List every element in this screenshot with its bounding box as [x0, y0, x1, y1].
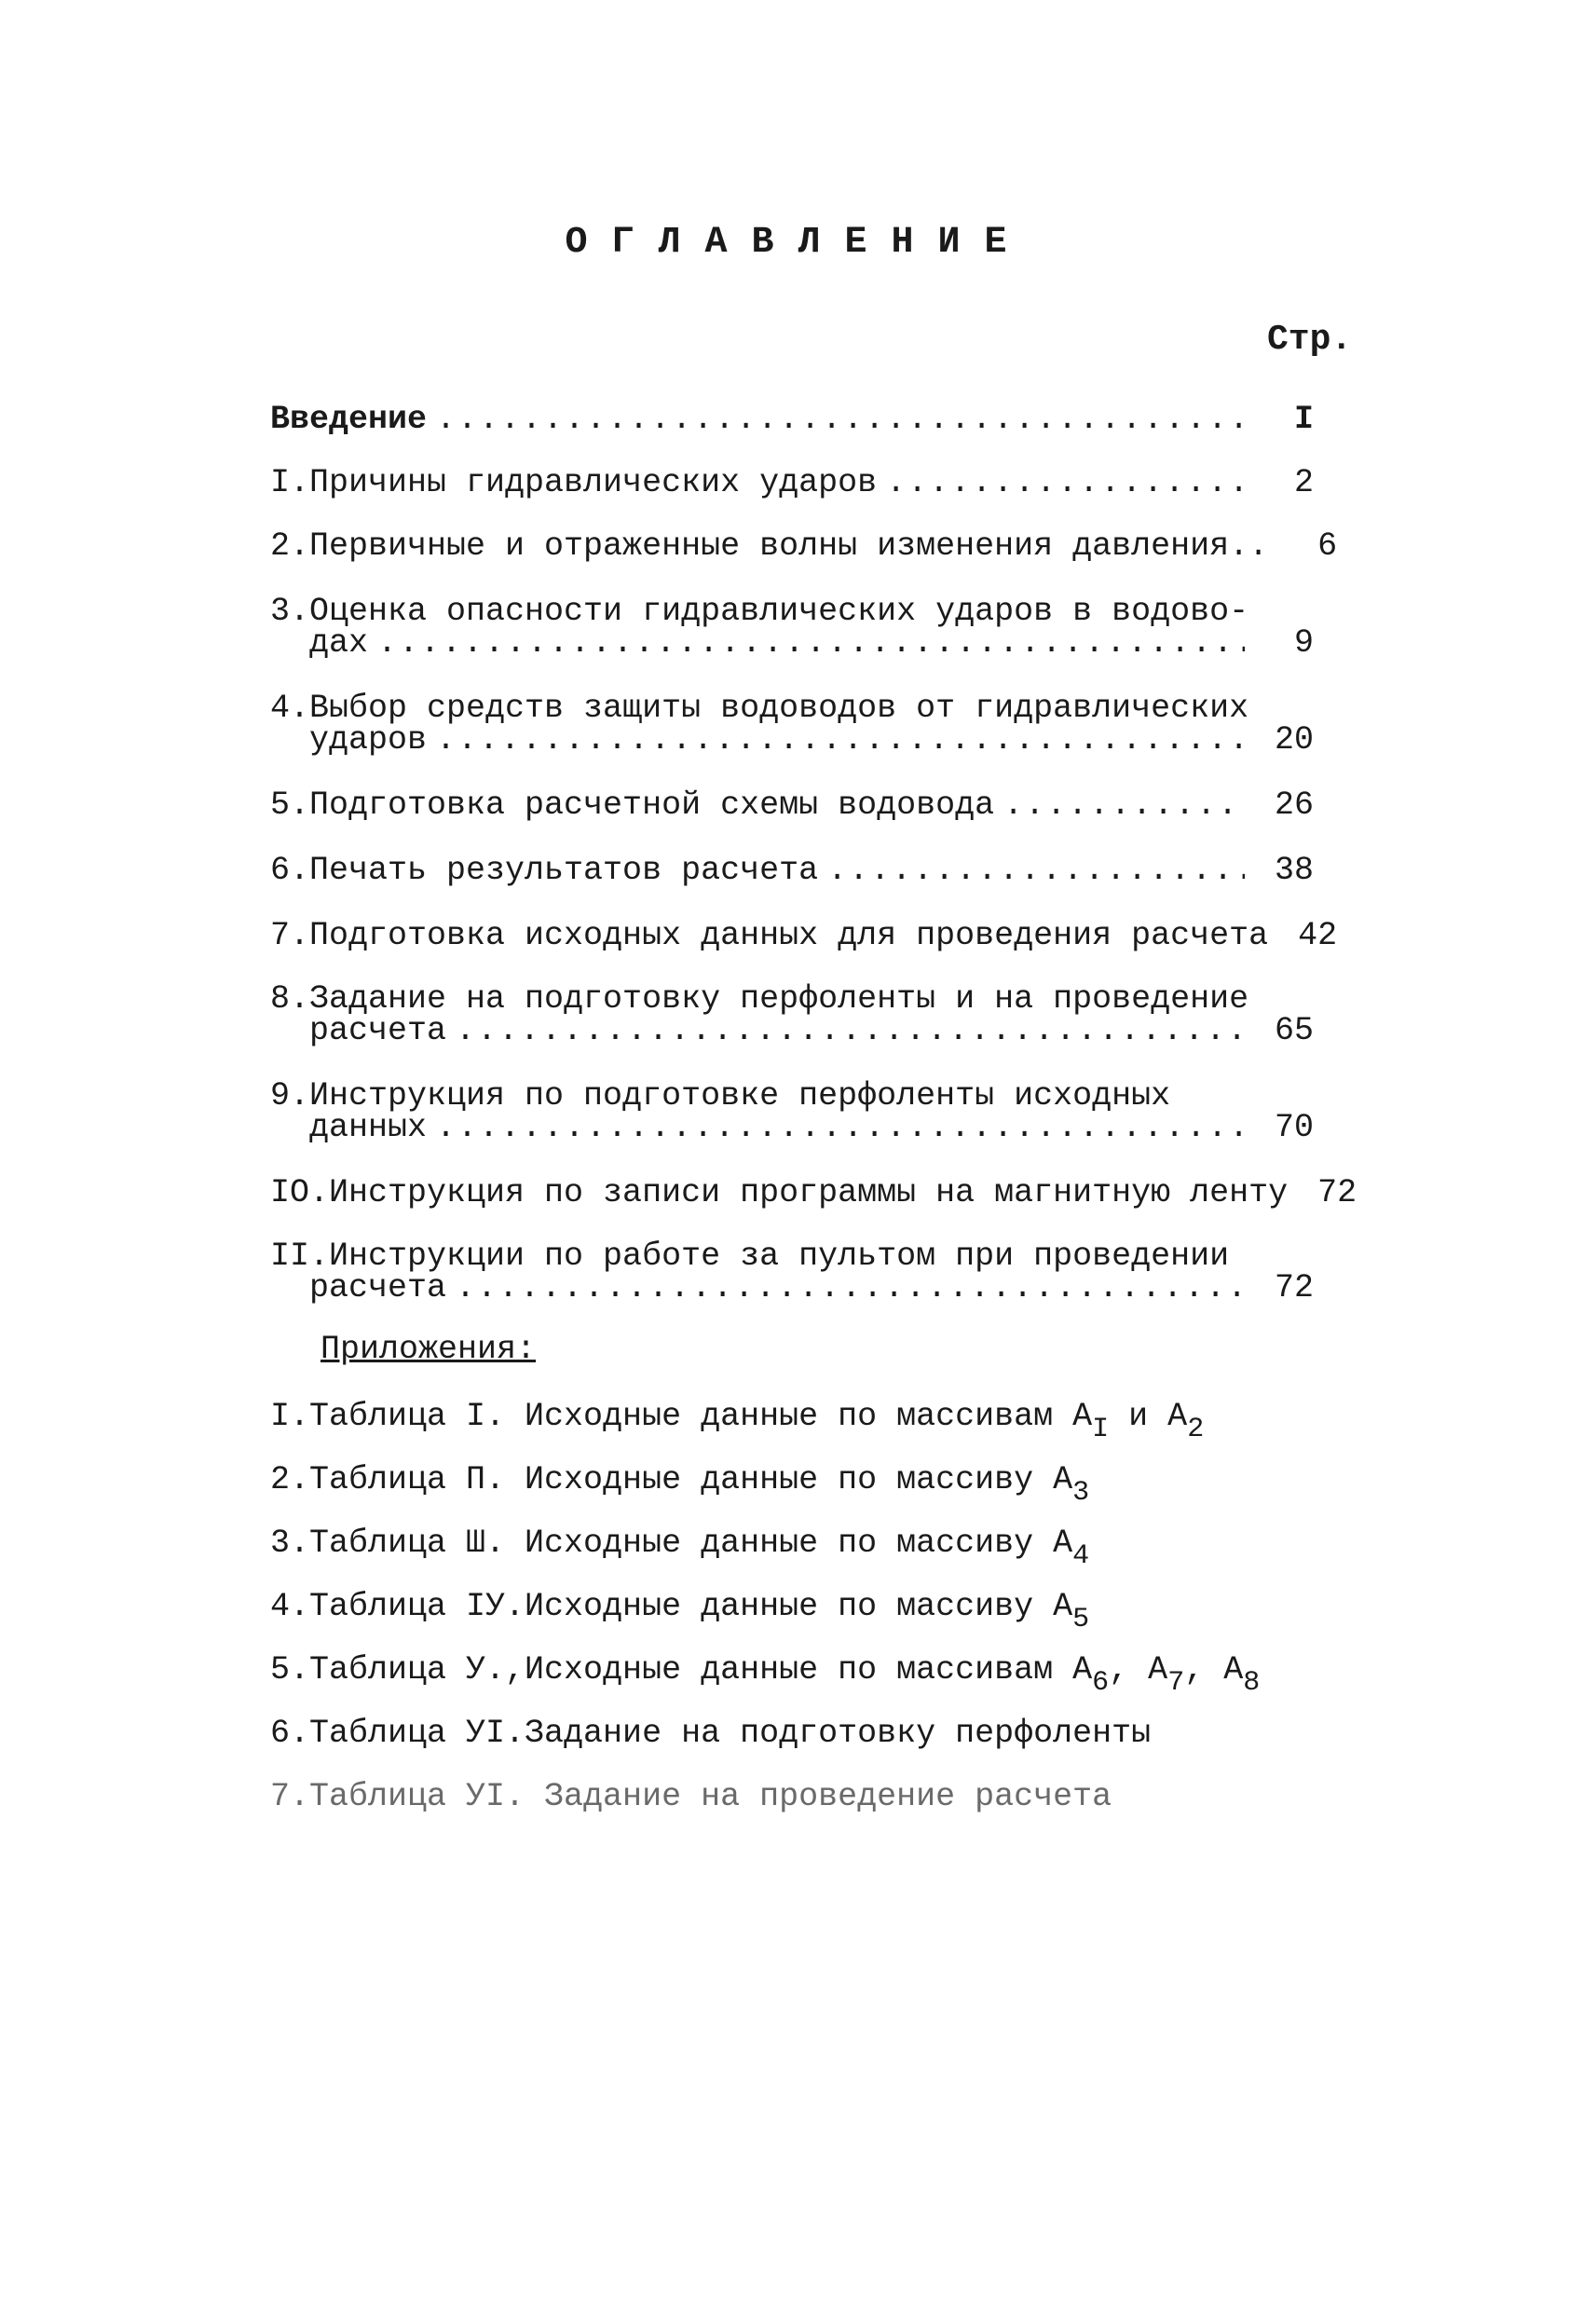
toc-entry: [270, 917, 1338, 954]
toc-entry-title: 2.Первичные и отраженные волны изменения давления..: [270, 527, 1269, 565]
appendix-item: [270, 1651, 1260, 1699]
toc-entry-title-cont: данных: [309, 1109, 428, 1146]
appendix-item-text: , А: [1109, 1651, 1168, 1689]
toc-entry: [270, 852, 1314, 889]
toc-entry: [270, 527, 1338, 565]
toc-entry: [270, 786, 1314, 824]
appendix-item-text: 4.Таблица IУ.Исходные данные по массиву А: [270, 1588, 1073, 1625]
toc-entry-title: Введение: [270, 401, 428, 438]
toc-entry-page: I: [1293, 401, 1314, 438]
appendix-item-text: и А: [1109, 1398, 1188, 1435]
toc-entry: [270, 464, 1314, 501]
appendix-item-text: 2.Таблица П. Исходные данные по массиву А: [270, 1461, 1073, 1498]
subscript: 5: [1072, 1604, 1090, 1635]
toc-entry-page: 2: [1293, 464, 1314, 501]
subscript: 4: [1072, 1540, 1090, 1572]
toc-entry-title-cont: дах: [309, 624, 369, 662]
toc-entry-title: II.Инструкции по работе за пультом при проведении: [270, 1238, 1230, 1275]
page-column-header: Стр.: [1267, 320, 1353, 360]
toc-entry: [270, 593, 1314, 662]
toc-entry-title: IO.Инструкция по записи программы на магнитную ленту: [270, 1174, 1289, 1211]
toc-entry: [270, 1238, 1314, 1306]
appendix-heading: Приложения:: [321, 1331, 537, 1368]
page-title: ОГЛАВЛЕНИЕ: [565, 222, 1031, 264]
subscript: 7: [1167, 1667, 1185, 1699]
toc-entry-title-cont: расчета: [309, 1012, 447, 1049]
toc-entry-page: 38: [1274, 852, 1314, 889]
toc-entry-title-cont: расчета: [309, 1269, 447, 1306]
toc-entry-title: 5.Подготовка расчетной схемы водовода: [270, 786, 995, 824]
toc-entry-title-cont: ударов: [309, 721, 428, 759]
toc-entry: [270, 980, 1314, 1049]
subscript: 6: [1092, 1667, 1110, 1699]
toc-entry-page: 9: [1293, 624, 1314, 662]
appendix-item: [270, 1715, 1151, 1752]
toc-leader: [886, 464, 1245, 501]
appendix-item: [270, 1461, 1089, 1509]
subscript: 3: [1072, 1477, 1090, 1509]
appendix-item: [270, 1588, 1089, 1635]
toc-leader: [436, 401, 1245, 438]
toc-leader: [436, 1109, 1245, 1146]
appendix-item-text: 3.Таблица Ш. Исходные данные по массиву А: [270, 1525, 1073, 1562]
toc-entry-page: 42: [1298, 917, 1338, 954]
toc-entry-title: 7.Подготовка исходных данных для проведения расчета: [270, 917, 1269, 954]
toc-entry-page: 72: [1274, 1269, 1314, 1306]
toc-entry-page: 70: [1274, 1109, 1314, 1146]
toc-entry-page: 6: [1317, 527, 1338, 565]
toc-leader: [827, 852, 1245, 889]
toc-leader: [456, 1012, 1245, 1049]
toc-entry-title: 6.Печать результатов расчета: [270, 852, 819, 889]
toc-entry: [270, 401, 1314, 438]
toc-entry: [270, 1174, 1357, 1211]
toc-entry-page: 72: [1317, 1174, 1357, 1211]
toc-entry-page: 20: [1274, 721, 1314, 759]
toc-leader: [377, 624, 1245, 662]
toc-entry-title: 8.Задание на подготовку перфоленты и на проведение: [270, 980, 1249, 1018]
toc-entry: [270, 1077, 1314, 1146]
toc-entry-page: 26: [1274, 786, 1314, 824]
appendix-item-text: 7.Таблица УI. Задание на проведение расчета: [270, 1778, 1112, 1815]
toc-leader: [436, 721, 1245, 759]
toc-entry-title: 9.Инструкция по подготовке перфоленты исходных: [270, 1077, 1171, 1114]
toc-leader: [1003, 786, 1245, 824]
appendix-item: [270, 1778, 1112, 1815]
appendix-item-text: 6.Таблица УI.Задание на подготовку перфоленты: [270, 1715, 1152, 1752]
subscript: 2: [1187, 1414, 1205, 1445]
toc-leader: [456, 1269, 1245, 1306]
subscript: I: [1092, 1414, 1110, 1445]
appendix-item: [270, 1525, 1089, 1572]
appendix-item-text: I.Таблица I. Исходные данные по массивам А: [270, 1398, 1093, 1435]
appendix-item-text: 5.Таблица У.,Исходные данные по массивам А: [270, 1651, 1093, 1689]
toc-entry: [270, 690, 1314, 759]
appendix-item-text: , А: [1184, 1651, 1244, 1689]
toc-entry-page: 65: [1274, 1012, 1314, 1049]
appendix-item: [270, 1398, 1204, 1445]
toc-entry-title: 3.Оценка опасности гидравлических ударов в водово-: [270, 593, 1249, 630]
toc-entry-title: I.Причины гидравлических ударов: [270, 464, 878, 501]
toc-entry-title: 4.Выбор средств защиты водоводов от гидравлических: [270, 690, 1249, 727]
subscript: 8: [1243, 1667, 1261, 1699]
